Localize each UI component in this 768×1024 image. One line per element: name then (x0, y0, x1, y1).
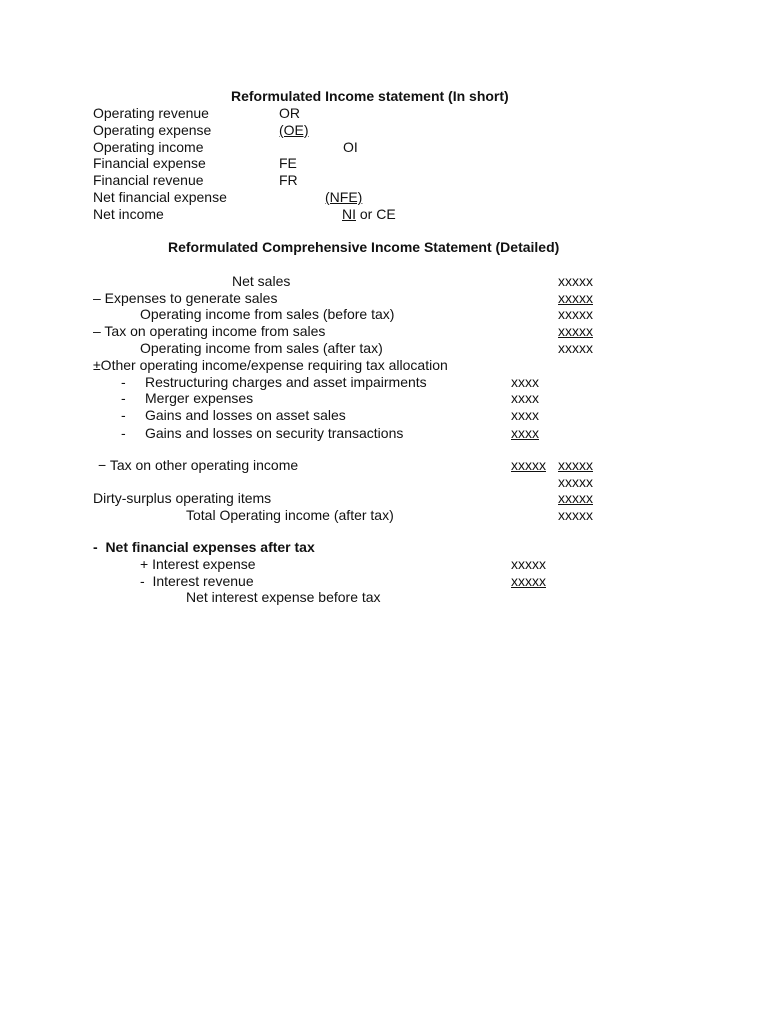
short-row-value: FE (279, 155, 297, 171)
total-oi-value: xxxxx (558, 507, 593, 523)
short-row-value: (OE) (279, 122, 309, 138)
short-row-value: OI (343, 139, 358, 155)
list-dash: - (121, 390, 126, 406)
short-row-value: FR (279, 172, 298, 188)
interest-expense-label: + Interest expense (140, 556, 256, 572)
other-item-label: Restructuring charges and asset impairments (145, 374, 427, 390)
net-sales-value: xxxxx (558, 273, 593, 289)
oi-after-tax-value: xxxxx (558, 340, 593, 356)
expenses-value: xxxxx (558, 290, 593, 306)
expenses-label: – Expenses to generate sales (93, 290, 278, 306)
short-statement-title: Reformulated Income statement (In short) (231, 88, 509, 104)
short-row-label: Operating expense (93, 122, 212, 138)
oi-before-tax-value: xxxxx (558, 306, 593, 322)
other-item-value: xxxx (511, 374, 539, 390)
detailed-statement-title: Reformulated Comprehensive Income Statement (Detailed) (168, 239, 560, 255)
short-row-label: Net financial expense (93, 189, 227, 205)
short-row-value: OR (279, 105, 300, 121)
short-row-value: (NFE) (325, 189, 363, 205)
interest-revenue-label: - Interest revenue (140, 573, 254, 589)
other-item-value: xxxx (511, 390, 539, 406)
short-row-label: Net income (93, 206, 164, 222)
short-row-label: Financial expense (93, 155, 206, 171)
list-dash: - (121, 425, 126, 441)
net-income-ce: or CE (356, 206, 396, 222)
tax-oi-value: xxxxx (558, 323, 593, 339)
tax-other-value: xxxxx (511, 457, 546, 473)
short-row-label: Financial revenue (93, 172, 204, 188)
dirty-surplus-label: Dirty-surplus operating items (93, 490, 272, 506)
tax-other-total: xxxxx (558, 457, 593, 473)
list-dash: - (121, 407, 126, 423)
oi-after-tax-label: Operating income from sales (after tax) (140, 340, 383, 356)
nfe-header: - Net financial expenses after tax (93, 539, 315, 555)
oi-before-tax-label: Operating income from sales (before tax) (140, 306, 395, 322)
dirty-surplus-value: xxxxx (558, 490, 593, 506)
subtotal-value: xxxxx (558, 474, 593, 490)
net-interest-label: Net interest expense before tax (186, 589, 381, 605)
short-row-label: Operating income (93, 139, 204, 155)
net-income-ni: NI (342, 206, 356, 222)
list-dash: - (121, 374, 126, 390)
other-items-header: ±Other operating income/expense requiring tax allocation (93, 357, 448, 373)
total-oi-label: Total Operating income (after tax) (186, 507, 394, 523)
other-item-label: Gains and losses on asset sales (145, 407, 346, 423)
net-sales-label: Net sales (232, 273, 291, 289)
short-row-label: Operating revenue (93, 105, 209, 121)
net-income-value (325, 206, 396, 222)
interest-revenue-value: xxxxx (511, 573, 546, 589)
other-item-value: xxxx (511, 425, 539, 441)
other-item-label: Gains and losses on security transactions (145, 425, 404, 441)
other-item-label: Merger expenses (145, 390, 254, 406)
other-item-value: xxxx (511, 407, 539, 423)
tax-oi-label: – Tax on operating income from sales (93, 323, 326, 339)
tax-other-label: − Tax on other operating income (98, 457, 299, 473)
interest-expense-value: xxxxx (511, 556, 546, 572)
